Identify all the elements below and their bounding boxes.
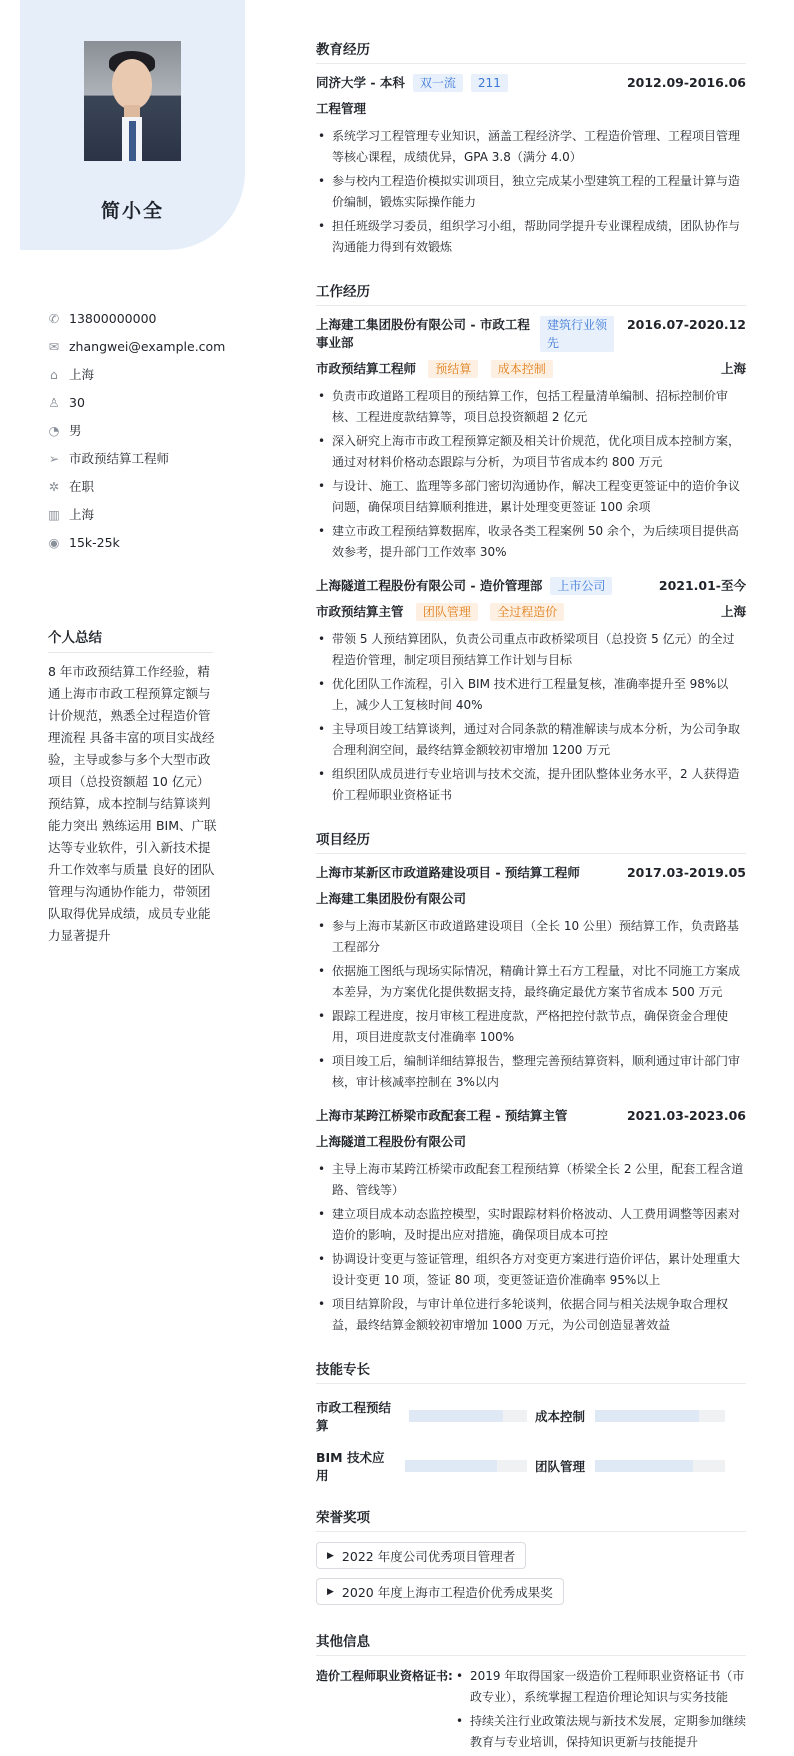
role-tag: 预结算 — [428, 360, 478, 378]
role-tag: 全过程造价 — [490, 603, 564, 621]
home-icon: ⌂ — [50, 366, 58, 382]
section-title: 技能专长 — [316, 1358, 746, 1384]
skills-section — [316, 1358, 746, 1484]
summary-title: 个人总结 — [48, 626, 213, 653]
section-title: 荣誉奖项 — [316, 1506, 746, 1532]
contact-text: zhangwei@example.com — [69, 338, 226, 354]
skill-bar-fill — [405, 1460, 496, 1472]
job-period: 2021.01-至今 — [658, 578, 746, 593]
education-bullets — [316, 126, 746, 258]
project-bullets — [316, 1159, 746, 1336]
contact-list — [48, 304, 225, 556]
list-item: • 跟踪工程进度，按月审核工程进度款，严格把控付款节点，确保资金合理使用，项目进度款支付准确率 100% — [316, 1006, 746, 1048]
skill-name: 团队管理 — [535, 1459, 586, 1474]
project-period: 2017.03-2019.05 — [626, 865, 746, 880]
project-period: 2021.03-2023.06 — [626, 1108, 746, 1123]
section-title: 教育经历 — [316, 38, 746, 64]
skill-name: 市政工程预结算 — [316, 1400, 392, 1433]
list-item: • 项目结算阶段，与审计单位进行多轮谈判，依据合同与相关法规争取合理权益，最终结算金额较初审增加 1000 万元，为公司创造显著效益 — [316, 1294, 746, 1336]
job-period: 2016.07-2020.12 — [626, 317, 746, 332]
list-item: • 主导项目竣工结算谈判，通过对合同条款的精准解读与成本分析，为公司争取合理利润空间，最终结算金额较初审增加 1200 万元 — [316, 719, 746, 761]
avatar — [84, 41, 181, 161]
job-head — [316, 577, 746, 595]
contact-text: 市政预结算工程师 — [69, 451, 170, 466]
status-icon: ✲ — [48, 478, 60, 494]
projects-section — [316, 828, 746, 1336]
play-icon: ▶ — [327, 1586, 334, 1597]
education-period: 2012.09-2016.06 — [626, 75, 746, 90]
major: 工程管理 — [316, 101, 367, 116]
company-tag: 上市公司 — [550, 577, 612, 595]
company-name: 上海隧道工程股份有限公司 - 造价管理部 — [316, 578, 543, 593]
gender-icon: ◔ — [48, 422, 60, 438]
list-item: • 与设计、施工、监理等多部门密切沟通协作，解决工程变更签证中的造价争议问题，确保项目结算顺利推进，累计处理变更签证 100 余项 — [316, 476, 746, 518]
send-icon: ➢ — [48, 450, 60, 466]
job-role: 市政预结算主管 — [316, 604, 404, 619]
contact-text: 30 — [69, 394, 85, 410]
skill-bar-fill — [409, 1410, 504, 1422]
contact-status — [48, 472, 225, 500]
job-city: 上海 — [720, 604, 746, 619]
list-item: • 协调设计变更与签证管理，组织各方对变更方案进行造价评估，累计处理重大设计变更 10 项，签证 80 项，变更签证造价准确率 95%以上 — [316, 1249, 746, 1291]
project-entry — [316, 864, 746, 1093]
skill-item — [535, 1448, 746, 1484]
project-org: 上海建工集团股份有限公司 — [316, 891, 467, 906]
list-item: • 持续关注行业政策法规与新技术发展，定期参加继续教育与专业培训，保持知识更新与技能提升 — [454, 1711, 746, 1753]
list-item: • 负责市政道路工程项目的预结算工作，包括工程量清单编制、招标控制价审核、工程进度款结算等，项目总投资额超 2 亿元 — [316, 386, 746, 428]
candidate-name: 简小全 — [100, 200, 164, 222]
section-title: 其他信息 — [316, 1630, 746, 1656]
contact-phone — [48, 304, 225, 332]
project-head — [316, 864, 746, 882]
list-item: • 参与上海市某新区市政道路建设项目（全长 10 公里）预结算工作，负责路基工程部分 — [316, 916, 746, 958]
skill-item — [535, 1398, 746, 1434]
job-bullets — [316, 386, 746, 563]
project-head — [316, 1107, 746, 1125]
skill-item — [316, 1448, 527, 1484]
list-item: • 担任班级学习委员，组织学习小组，帮助同学提升专业课程成绩，团队协作与沟通能力得到有效锻炼 — [316, 216, 746, 258]
list-item: • 深入研究上海市市政工程预算定额及相关计价规范，优化项目成本控制方案，通过对材料价格动态跟踪与分析，为项目节省成本约 800 万元 — [316, 431, 746, 473]
education-section — [316, 38, 746, 258]
award-text: 2022 年度公司优秀项目管理者 — [341, 1548, 516, 1564]
skill-bar — [595, 1410, 725, 1422]
skill-name: 成本控制 — [535, 1409, 586, 1424]
skill-bar-fill — [595, 1460, 693, 1472]
contact-target-city — [48, 500, 225, 528]
job-bullets — [316, 629, 746, 806]
education-head — [316, 74, 746, 92]
contact-text: 13800000000 — [69, 310, 157, 326]
contact-age — [48, 388, 225, 416]
contact-email — [48, 332, 225, 360]
job-city: 上海 — [720, 361, 746, 376]
project-entry — [316, 1107, 746, 1336]
contact-gender — [48, 416, 225, 444]
role-tag: 团队管理 — [416, 603, 478, 621]
job-role-row — [316, 603, 746, 621]
awards-section — [316, 1506, 746, 1614]
building-icon: ▥ — [48, 506, 60, 522]
phone-icon: ✆ — [48, 310, 60, 326]
contact-location — [48, 360, 225, 388]
skill-bar — [595, 1460, 725, 1472]
award-item — [316, 1578, 746, 1614]
company-name: 上海建工集团股份有限公司 - 市政工程事业部 — [316, 317, 530, 350]
contact-text: 在职 — [69, 479, 95, 494]
project-bullets — [316, 916, 746, 1093]
skill-bar — [409, 1410, 527, 1422]
other-bullets — [454, 1666, 746, 1756]
award-text: 2020 年度上海市工程造价优秀成果奖 — [341, 1584, 553, 1600]
skills-grid — [316, 1398, 746, 1484]
salary-icon: ◉ — [48, 534, 60, 550]
school-tag: 双一流 — [413, 74, 463, 92]
job-entry — [316, 316, 746, 563]
other-row — [316, 1666, 746, 1756]
work-section — [316, 280, 746, 806]
job-role-row — [316, 360, 746, 378]
other-section — [316, 1630, 746, 1756]
section-title: 工作经历 — [316, 280, 746, 306]
list-item: • 建立市政工程预结算数据库，收录各类工程案例 50 余个，为后续项目提供高效参考，提升部门工作效率 30% — [316, 521, 746, 563]
job-role: 市政预结算工程师 — [316, 361, 417, 376]
project-org: 上海隧道工程股份有限公司 — [316, 1134, 467, 1149]
other-label: 造价工程师职业资格证书: — [316, 1669, 453, 1683]
summary-text: 8 年市政预结算工作经验，精通上海市市政工程预算定额与计价规范，熟悉全过程造价管理流程 具备丰富的项目实战经验，主导或参与多个大型市政项目（总投资额超 10 亿元）预结算，成本控制与结算谈判能力突出 熟练运用 BIM、广联达等专业软件，引入新技术提升工作效率与质量 良好的团队管理与沟通协作能力，带领团队取得优异成绩，成员专业能力显著提升 — [48, 664, 217, 943]
list-item: • 系统学习工程管理专业知识，涵盖工程经济学、工程造价管理、工程项目管理等核心课程，成绩优异，GPA 3.8（满分 4.0） — [316, 126, 746, 168]
contact-text: 男 — [69, 423, 82, 438]
list-item: • 主导上海市某跨江桥梁市政配套工程预结算（桥梁全长 2 公里，配套工程含道路、管线等） — [316, 1159, 746, 1201]
school-name: 同济大学 - 本科 — [316, 75, 405, 90]
contact-text: 上海 — [69, 507, 95, 522]
section-title: 项目经历 — [316, 828, 746, 854]
skill-item — [316, 1398, 527, 1434]
contact-target-job — [48, 444, 225, 472]
skill-bar — [405, 1460, 527, 1472]
main-column — [316, 38, 746, 1756]
job-head — [316, 316, 746, 352]
job-entry — [316, 577, 746, 806]
list-item: • 依据施工图纸与现场实际情况，精确计算土石方工程量，对比不同施工方案成本差异，为方案优化提供数据支持，最终确定最优方案节省成本 500 万元 — [316, 961, 746, 1003]
list-item: • 组织团队成员进行专业培训与技术交流，提升团队整体业务水平，2 人获得造价工程师职业资格证书 — [316, 764, 746, 806]
contact-salary — [48, 528, 225, 556]
list-item: • 项目竣工后，编制详细结算报告，整理完善预结算资料，顺利通过审计部门审核，审计核减率控制在 3%以内 — [316, 1051, 746, 1093]
contact-text: 上海 — [69, 367, 95, 382]
list-item: • 优化团队工作流程，引入 BIM 技术进行工程量复核，准确率提升至 98%以上，减少人工复核时间 40% — [316, 674, 746, 716]
award-item — [316, 1542, 746, 1578]
mail-icon: ✉ — [48, 338, 60, 354]
play-icon: ▶ — [327, 1550, 334, 1561]
list-item: • 参与校内工程造价模拟实训项目，独立完成某小型建筑工程的工程量计算与造价编制，锻炼实际操作能力 — [316, 171, 746, 213]
list-item: • 建立项目成本动态监控模型，实时跟踪材料价格波动、人工费用调整等因素对造价的影响，及时提出应对措施，确保项目成本可控 — [316, 1204, 746, 1246]
contact-text: 15k-25k — [69, 534, 120, 550]
project-name: 上海市某新区市政道路建设项目 - 预结算工程师 — [316, 865, 580, 880]
role-tag: 成本控制 — [491, 360, 553, 378]
list-item: • 带领 5 人预结算团队，负责公司重点市政桥梁项目（总投资 5 亿元）的全过程造价管理，制定项目预结算工作计划与目标 — [316, 629, 746, 671]
age-icon: ♙ — [48, 394, 60, 410]
company-tag: 建筑行业领先 — [540, 316, 614, 352]
skill-name: BIM 技术应用 — [316, 1450, 385, 1483]
skill-bar-fill — [595, 1410, 699, 1422]
list-item: • 2019 年取得国家一级造价工程师职业资格证书（市政专业），系统掌握工程造价理论知识与实务技能 — [454, 1666, 746, 1708]
school-tag: 211 — [471, 74, 508, 92]
project-name: 上海市某跨江桥梁市政配套工程 - 预结算主管 — [316, 1108, 568, 1123]
